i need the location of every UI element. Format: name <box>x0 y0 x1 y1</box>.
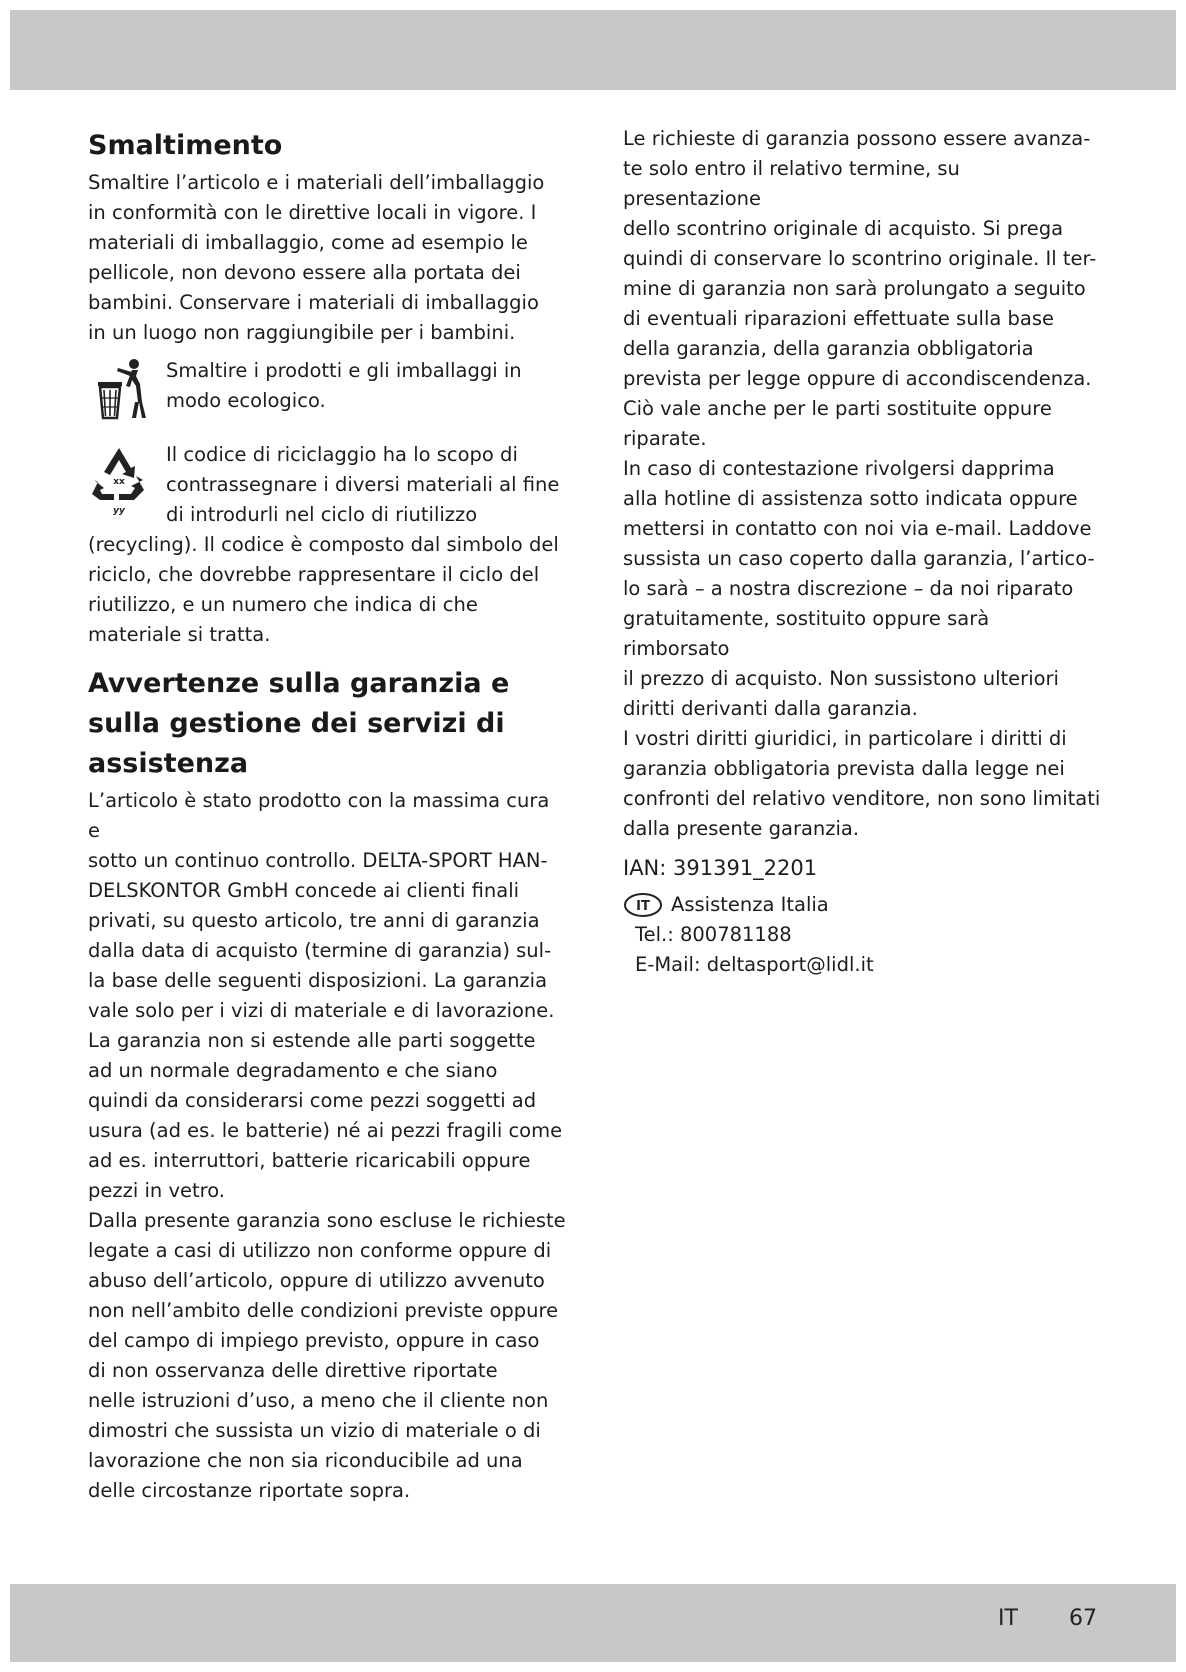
left-column <box>88 126 566 1506</box>
recycling-symbol-icon <box>88 442 166 522</box>
section-title-garanzia: Avvertenze sulla garanzia e sulla gestione dei servizi di assistenza <box>88 668 510 779</box>
service-name: Assistenza Italia <box>671 893 829 916</box>
service-country-line <box>623 890 1101 920</box>
section-title-smaltimento: Smaltimento <box>88 130 283 161</box>
ian-number: IAN: 391391_2201 <box>623 856 818 880</box>
service-phone[interactable]: Tel.: 800781188 <box>635 923 792 946</box>
smaltimento-text: Smaltire l’articolo e i materiali dell’imballaggio in conformità con le direttive locali in vigore. I materiali di imballaggio, come ad esempio le pellicole, non devono essere alla portata dei bambini. Conservare i materiali di imballaggio in un luogo non raggiungibile per i bambini. <box>88 171 545 344</box>
disposal-note <box>88 356 566 424</box>
service-email[interactable]: E-Mail: deltasport@lidl.it <box>635 953 874 976</box>
garanzia-text-right: Le richieste di garanzia possono essere avanza- te solo entro il relativo termine, su presentazione dello scontrino originale di acquisto. Si prega quindi di conservare lo scontrino originale. Il ter- mine di garanzia non sarà prolungato a seguito di eventuali riparazioni effettuate sulla base della garanzia, della garanzia obbligatoria prevista per legge oppure di accondiscendenza. Ciò vale anche per le parti sostituite oppure riparate. In caso di contestazione rivolgersi dapprima alla hotline di assistenza sotto indicata oppure mettersi in contatto con noi via e-mail. Laddove sussista un caso coperto dalla garanzia, l’artico- lo sarà – a nostra discrezione – da noi riparato gratuitamente, sostituito oppure sarà rimborsato il prezzo di acquisto. Non sussistono ulteriori diritti derivanti dalla garanzia. I vostri diritti giuridici, in particolare i diritti di garanzia obbligatoria prevista dalla legge nei confronti del relativo venditore, non sono limitati dalla presente garanzia. <box>623 127 1101 840</box>
service-contact <box>623 890 1101 980</box>
recycling-note <box>88 440 566 650</box>
badge-label: IT <box>636 899 650 914</box>
right-column <box>623 124 1101 980</box>
page-number: 67 <box>1069 1606 1097 1631</box>
trash-bin-person-icon <box>88 356 166 424</box>
header-band <box>10 10 1176 90</box>
italy-country-badge-icon <box>623 892 663 918</box>
disposal-note-text: Smaltire i prodotti e gli imballaggi in modo ecologico. <box>166 359 522 412</box>
footer-language: IT <box>998 1606 1018 1631</box>
recycle-code-top: xx <box>113 477 125 487</box>
recycle-code-bottom: yy <box>113 506 125 516</box>
garanzia-text-left: L’articolo è stato prodotto con la massima cura e sotto un continuo controllo. DELTA-SPORT HAN- DELSKONTOR GmbH concede ai clienti finali privati, su questo articolo, tre anni di garanzia dalla data di acquisto (termine di garanzia) sul- la base delle seguenti disposizioni. La garanzia vale solo per i vizi di materiale e di lavorazione. La garanzia non si estende alle parti soggette ad un normale degradamento e che siano quindi da considerarsi come pezzi soggetti ad usura (ad es. le batterie) né ai pezzi fragili come ad es. interruttori, batterie ricaricabili oppure pezzi in vetro. Dalla presente garanzia sono escluse le richieste legate a casi di utilizzo non conforme oppure di abuso dell’articolo, oppure di utilizzo avvenuto non nell’ambito delle condizioni previste oppure del campo di impiego previsto, oppure in caso di non osservanza delle direttive riportate nelle istruzioni d’uso, a meno che il cliente non dimostri che sussista un vizio di materiale o di lavorazione che non sia riconducibile ad una delle circostanze riportate sopra. <box>88 789 566 1502</box>
recycling-note-text: Il codice di riciclaggio ha lo scopo di contrassegnare i diversi materiali al fine di introdurli nel ciclo di riutilizzo (recycling). Il codice è composto dal simbolo del riciclo, che dovrebbe rappresentare il ciclo del riutilizzo, e un numero che indica di che materiale si tratta. <box>88 443 560 646</box>
